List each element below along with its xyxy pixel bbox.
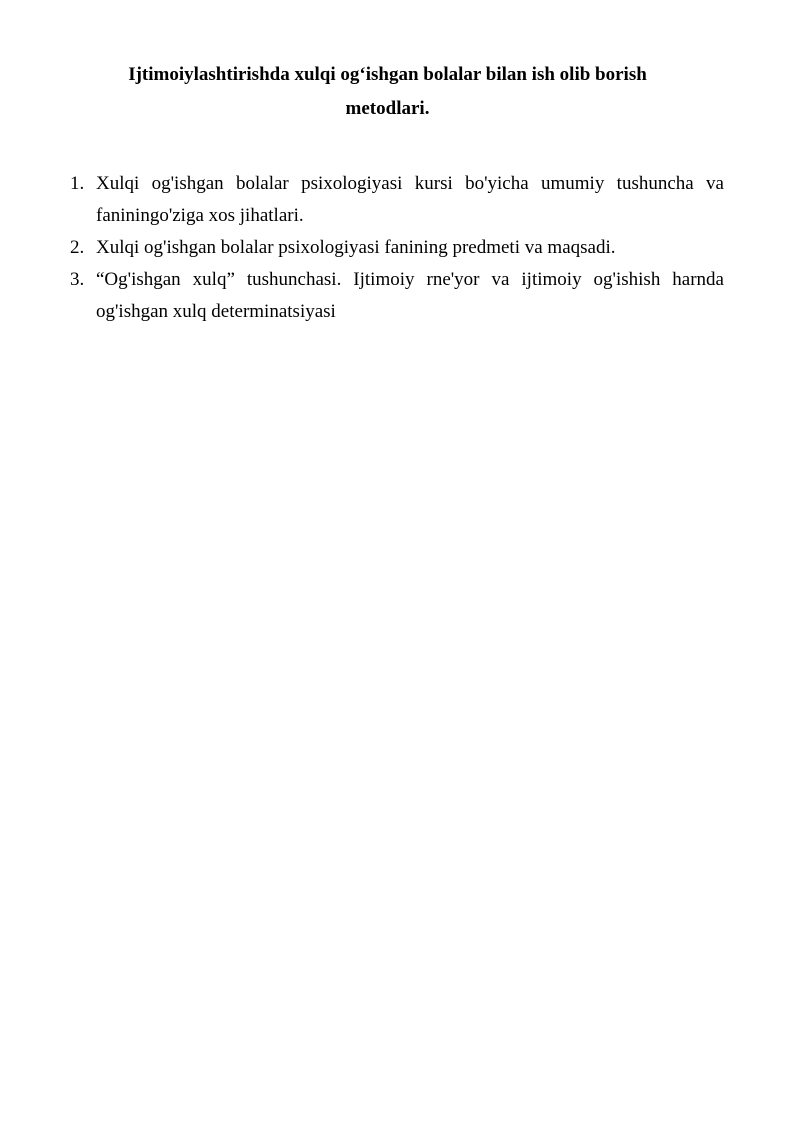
list-item-text: Xulqi og'ishgan bolalar psixologiyasi fanining predmeti va maqsadi. — [96, 237, 616, 258]
list-item — [70, 168, 724, 232]
document-title — [60, 58, 715, 126]
list-item-text: “Og'ishgan xulq” tushunchasi. Ijtimoiy rne'yor va ijtimoiy og'ishish harnda og'ishgan xulq determinatsiyasi — [96, 269, 724, 322]
list-item-number: 1. — [70, 173, 85, 194]
list-item-number: 3. — [70, 269, 85, 290]
topic-list — [70, 168, 724, 328]
list-item — [70, 264, 724, 328]
list-item-number: 2. — [70, 237, 85, 258]
title-line-2: metodlari. — [345, 98, 430, 119]
list-item-text: Xulqi og'ishgan bolalar psixologiyasi kursi bo'yicha umumiy tushuncha va faniningo'ziga xos jihatlari. — [96, 173, 724, 226]
list-item — [70, 232, 724, 264]
title-line-1: Ijtimoiylashtirishda xulqi og‘ishgan bolalar bilan ish olib borish — [128, 64, 647, 85]
